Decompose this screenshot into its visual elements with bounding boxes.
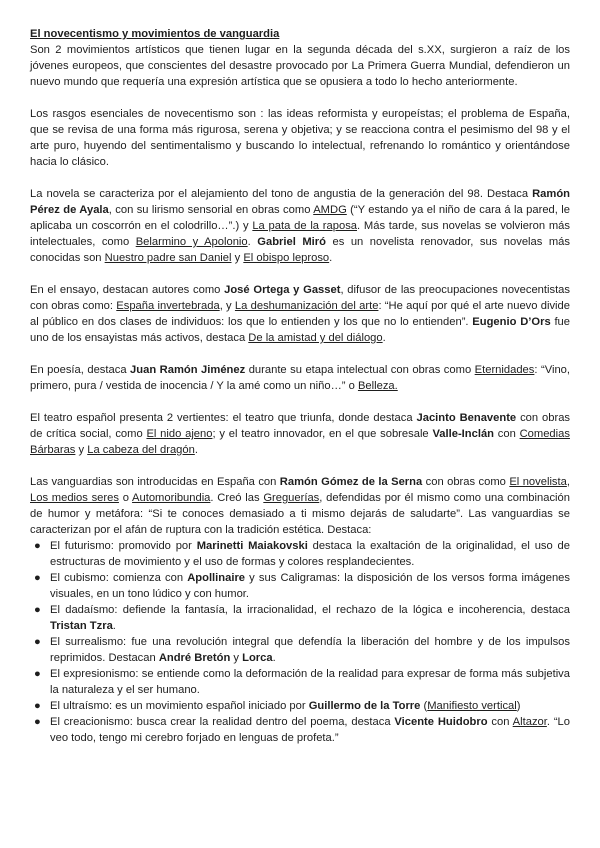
text-run: (“Y estando ya el niño de cara á la pared, le aplicaba un coscorrón en el colodrillo…”.) y [30, 204, 570, 232]
text-run: . [112, 620, 116, 632]
list-item [30, 570, 570, 602]
work-title: Nuestro padre san Daniel [104, 252, 232, 264]
bullet-icon: ● [34, 716, 41, 728]
work-title: Belleza. [357, 380, 398, 392]
text-run: En el ensayo, destacan autores como [30, 284, 225, 296]
text-run: Las vanguardias son introducidas en España con [30, 476, 280, 488]
bullet-icon: ● [34, 668, 41, 680]
author-name: Apollinaire [187, 572, 246, 584]
text-run: con [494, 428, 520, 440]
list-item [30, 538, 570, 570]
author-name: Ramón Gómez de la Serna [279, 476, 423, 488]
work-title: España invertebrada [116, 300, 220, 312]
text-run: , defendidas por él mismo como una combinación de humor y metáfora: “Si te conoces demasiado a ti mismo dejarás de saludarte”. Las vanguardias se caracterizan por el afán de ruptura con la tradición estética. Destaca: [30, 492, 570, 536]
author-name: Jacinto Benavente [416, 412, 517, 424]
text-run: El futurismo: promovido por [50, 540, 197, 552]
author-name: Vicente Huidobro [394, 716, 488, 728]
text-run: , con su lirismo sensorial en obras como [108, 204, 314, 216]
text-run: . [247, 236, 258, 248]
work-title: La cabeza del dragón [87, 444, 195, 456]
author-name: Guillermo de la Torre [308, 700, 421, 712]
work-title: Manifiesto vertical [427, 700, 517, 712]
bullet-icon: ● [34, 572, 41, 584]
text-run: , [566, 476, 570, 488]
list-item [30, 698, 570, 714]
movements-list [30, 538, 570, 746]
text-run: con obras como [422, 476, 510, 488]
author-name: Ramón Pérez de Ayala [30, 188, 570, 216]
text-run: : “Vino, primero, pura / vestida de inocencia / Y la amé como un niño…” o [30, 364, 570, 392]
author-name: Tristan Tzra [50, 620, 113, 632]
work-title: Comedias Bárbaras [30, 428, 570, 456]
text-run: , difusor de las preocupaciones novecentistas con obras como: [30, 284, 571, 312]
work-title: Automoribundia [132, 492, 211, 504]
poesia-paragraph [30, 362, 570, 394]
text-run: y sus Caligramas: la disposición de los versos forma imágenes visuales, en un tono lúdico y con humor. [50, 572, 570, 600]
work-title: El novelista [509, 476, 567, 488]
text-run: . [194, 444, 198, 456]
work-title: La pata de la raposa [252, 220, 358, 232]
text-run: con [487, 716, 513, 728]
text-run: : “He aquí por qué el arte nuevo divide al público en dos clases de individuos: los que lo entienden y los que no lo entienden”. [30, 300, 570, 328]
work-title: Los medios seres [30, 492, 119, 504]
text-run: , y [219, 300, 235, 312]
text-run: o [118, 492, 133, 504]
author-name: Eugenio D’Ors [472, 316, 551, 328]
list-item [30, 714, 570, 746]
text-run: El teatro español presenta 2 vertientes: el teatro que triunfa, donde destaca [30, 412, 417, 424]
text-run: El ultraísmo: es un movimiento español iniciado por [50, 700, 309, 712]
text-run: . [382, 332, 386, 344]
text-run: y [75, 444, 88, 456]
work-title: Greguerías [263, 492, 320, 504]
text-run: El cubismo: comienza con [50, 572, 188, 584]
author-name: André Bretón [158, 652, 231, 664]
text-run: . Más tarde, sus novelas se volvieron más intelectuales, como [30, 220, 570, 248]
work-title: El obispo leproso [243, 252, 330, 264]
text-run: ; y el teatro innovador, en el que sobresale [212, 428, 433, 440]
text-run: destaca la exaltación de la originalidad, el uso de estructuras de movimiento y el uso de formas y colores resplandecientes. [50, 540, 570, 568]
author-name: José Ortega y Gasset [224, 284, 341, 296]
bullet-icon: ● [34, 540, 41, 552]
author-name: Juan Ramón Jiménez [130, 364, 246, 376]
document-title: El novecentismo y movimientos de vanguardia [30, 28, 280, 40]
text-run: y [231, 252, 244, 264]
bullet-icon: ● [34, 700, 41, 712]
text-run: El surrealismo: fue una revolución integral que defendía la liberación del hombre y de los impulsos reprimidos. Destacan [50, 636, 570, 664]
author-name: Lorca [242, 652, 273, 664]
work-title: Belarmino y Apolonio [135, 236, 248, 248]
list-item [30, 602, 570, 634]
author-name: Marinetti Maiakovski [196, 540, 308, 552]
text-run: En poesía, destaca [30, 364, 131, 376]
text-run: La novela se caracteriza por el alejamiento del tono de angustia de la generación del 98. Destaca [30, 188, 533, 200]
work-title: Altazor [512, 716, 547, 728]
teatro-paragraph [30, 410, 570, 458]
text-run: El creacionismo: busca crear la realidad dentro del poema, destaca [50, 716, 395, 728]
author-name: Valle-Inclán [432, 428, 494, 440]
text-run: ( [420, 700, 428, 712]
text-run: y [230, 652, 243, 664]
text-run: . [272, 652, 276, 664]
text-run: El expresionismo: se entiende como la deformación de la realidad para expresar de forma más subjetiva la naturaleza y el ser humano. [50, 668, 570, 696]
work-title: El nido ajeno [146, 428, 213, 440]
text-run: es un novelista renovador, sus novelas más conocidas son [30, 236, 570, 264]
text-run: fue uno de los ensayistas más activos, destaca [30, 316, 570, 344]
text-run: El dadaísmo: defiende la fantasía, la irracionalidad, el rechazo de la lógica e incoherencia, destaca [50, 604, 570, 616]
work-title: Eternidades [474, 364, 535, 376]
list-item [30, 634, 570, 666]
text-run: . Creó las [210, 492, 264, 504]
author-name: Gabriel Miró [257, 236, 326, 248]
text-run: . [329, 252, 333, 264]
bullet-icon: ● [34, 636, 41, 648]
work-title: La deshumanización del arte [234, 300, 379, 312]
work-title: AMDG [313, 204, 347, 216]
list-item [30, 666, 570, 698]
rasgos-paragraph: Los rasgos esenciales de novecentismo son : las ideas reformista y europeístas; el problema de España, que se revisa de una forma más rigurosa, serena y objetiva; y se reacciona contra el pesimismo del 98 y el arte puro, huyendo del sentimentalismo y buscando lo intelectual, refrenando lo romántico y orientándose hacia lo clásico. [30, 108, 570, 168]
bullet-icon: ● [34, 604, 41, 616]
vanguardias-paragraph [30, 474, 570, 538]
intro-paragraph: Son 2 movimientos artísticos que tienen lugar en la segunda década del s.XX, surgieron a raíz de los jóvenes europeos, que conscientes del desastre provocado por La Primera Guerra Mundial, defendieron un nuevo mundo que requería una expresión artística que se opusiera a todo lo hecho anteriormente. [30, 44, 570, 88]
novela-paragraph [30, 186, 570, 266]
work-title: De la amistad y del diálogo [248, 332, 383, 344]
text-run: ) [516, 700, 521, 712]
ensayo-paragraph [30, 282, 570, 346]
text-run: con obras de crítica social, como [30, 412, 571, 440]
text-run: durante su etapa intelectual con obras como [245, 364, 475, 376]
text-run: . “Lo veo todo, tengo mi cerebro forjado en lenguas de profeta.” [50, 716, 570, 744]
